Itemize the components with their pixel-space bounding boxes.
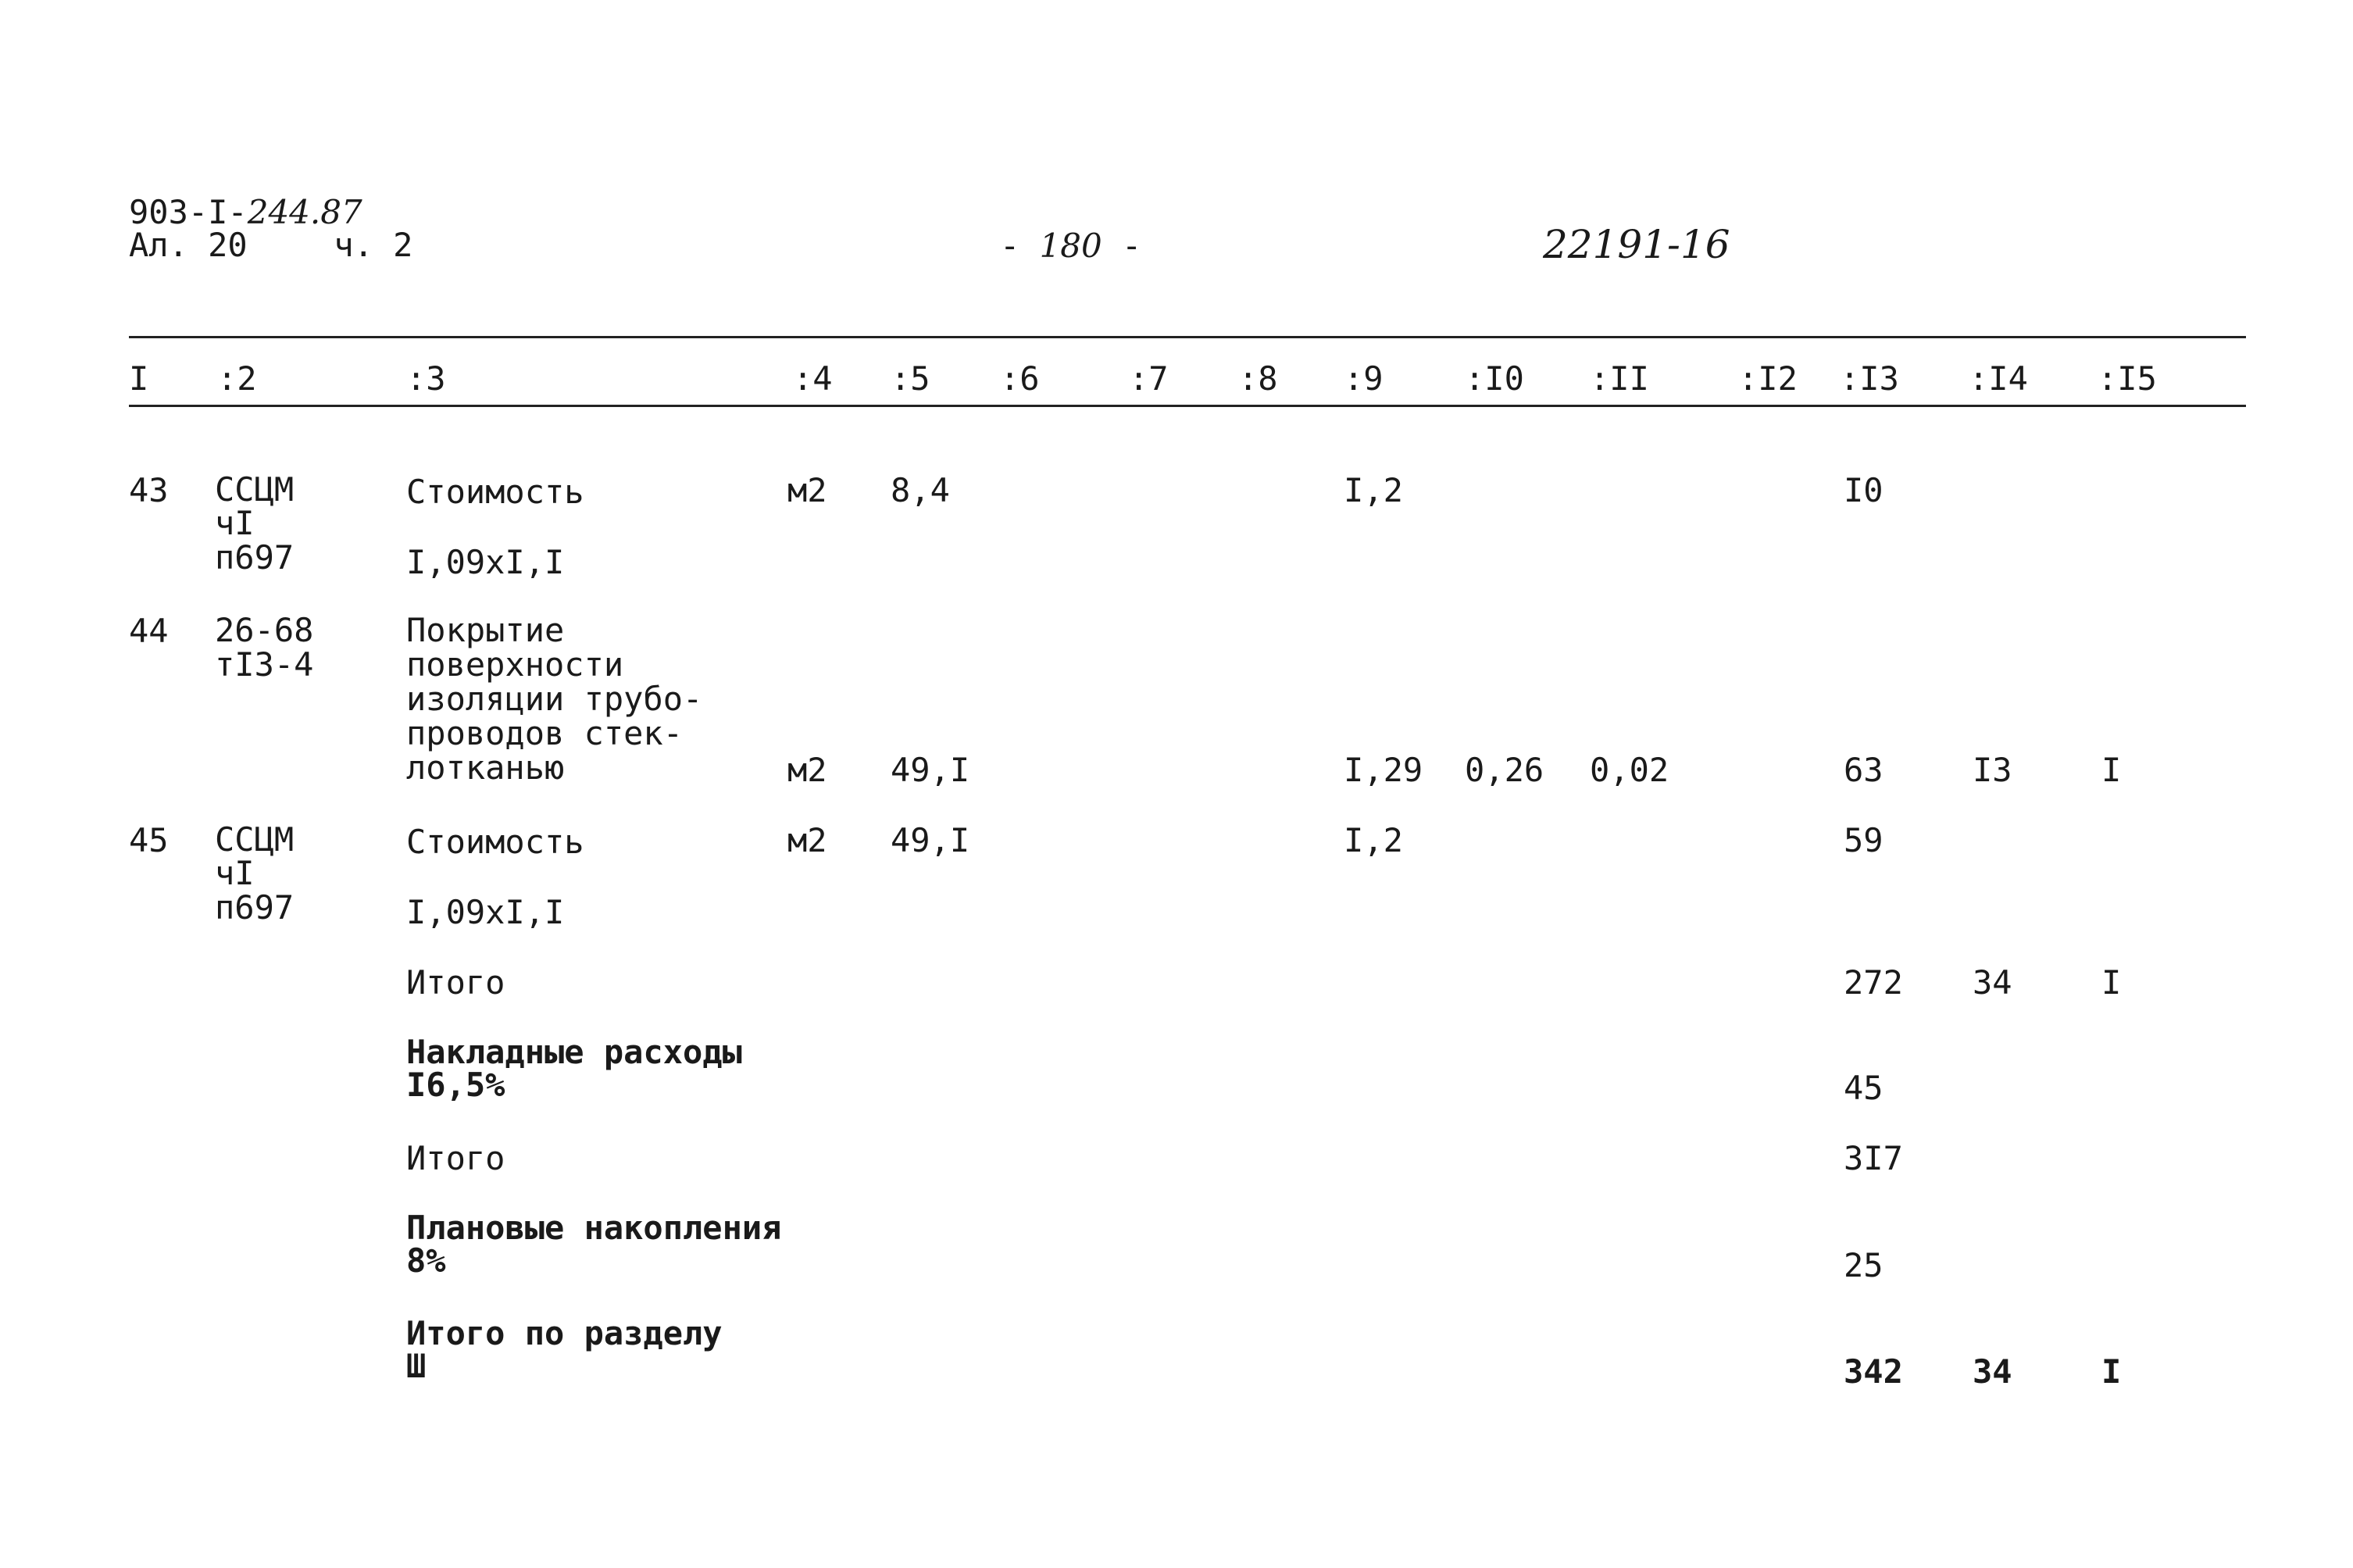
row-description-line3: изоляции трубо-	[406, 680, 703, 718]
total-col13: 3I7	[1844, 1139, 1903, 1177]
column-header-2: :2	[217, 359, 257, 398]
section-total-label: Итого по разделу	[406, 1314, 723, 1352]
total-label: Итого	[406, 1139, 505, 1177]
part-label: ч. 2	[334, 226, 413, 264]
total-col14: 34	[1973, 963, 2012, 1002]
table-top-rule	[129, 336, 2246, 338]
row-description-line2: поверхности	[406, 645, 624, 684]
section-total-roman: Ш	[406, 1347, 427, 1385]
column-header-1: I	[129, 359, 149, 398]
row-description-formula: I,09xI,I	[406, 543, 565, 581]
row-code-line1: ССЦМ	[215, 820, 295, 859]
page-number: - 180 -	[1000, 227, 1142, 265]
total-col15: I	[2101, 963, 2122, 1002]
column-header-5: :5	[891, 359, 930, 398]
row-unit: м2	[787, 821, 827, 859]
row-col11: 0,02	[1590, 751, 1669, 789]
column-header-15: :I5	[2098, 359, 2157, 398]
column-header-14: :I4	[1969, 359, 2028, 398]
row-col9: I,29	[1344, 751, 1423, 789]
row-code-line3: п697	[215, 538, 295, 577]
row-col9: I,2	[1344, 471, 1403, 509]
row-description-formula: I,09xI,I	[406, 893, 565, 931]
planned-label: Плановые накопления	[406, 1209, 782, 1247]
row-code-line2: чI	[215, 854, 255, 892]
row-quantity: 49,I	[891, 751, 970, 789]
table-header-rule	[129, 405, 2246, 407]
row-number: 43	[129, 471, 169, 509]
total-col13: 272	[1844, 963, 1903, 1002]
stamp-number: 22191-16	[1543, 222, 1730, 267]
page-number-handwritten: 180	[1039, 227, 1102, 265]
row-code-line2: чI	[215, 504, 255, 542]
row-col9: I,2	[1344, 821, 1403, 859]
column-header-8: :8	[1238, 359, 1278, 398]
column-header-7: :7	[1129, 359, 1169, 398]
column-header-11: :II	[1590, 359, 1649, 398]
album-part	[129, 228, 412, 263]
row-code-line2: тI3-4	[215, 645, 314, 684]
row-code-line1: 26-68	[215, 611, 314, 649]
overhead-rate: I6,5%	[406, 1066, 505, 1104]
row-description-line1: Покрытие	[406, 611, 565, 649]
row-col10: 0,26	[1465, 751, 1544, 789]
column-header-3: :3	[406, 359, 446, 398]
section-total-col15: I	[2101, 1352, 2122, 1391]
column-header-4: :4	[793, 359, 833, 398]
column-header-10: :I0	[1465, 359, 1524, 398]
total-label: Итого	[406, 963, 505, 1002]
document-code-handwritten: 244.87	[247, 193, 362, 231]
section-total-col14: 34	[1973, 1352, 2012, 1391]
album-label: Ал. 20	[129, 226, 248, 264]
row-col14: I3	[1973, 751, 2012, 789]
document-code: 903-I-244.87	[129, 193, 362, 231]
column-header-12: :I2	[1738, 359, 1798, 398]
row-col13: 63	[1844, 751, 1883, 789]
row-number: 45	[129, 821, 169, 859]
row-description: Стоимость	[406, 473, 584, 511]
row-quantity: 8,4	[891, 471, 950, 509]
planned-col13: 25	[1844, 1246, 1883, 1284]
row-col13: 59	[1844, 821, 1883, 859]
column-header-6: :6	[1000, 359, 1040, 398]
overhead-label: Накладные расходы	[406, 1033, 742, 1071]
planned-rate: 8%	[406, 1241, 446, 1280]
row-col15: I	[2101, 751, 2122, 789]
column-header-13: :I3	[1840, 359, 1899, 398]
row-description-line4: проводов стек-	[406, 714, 684, 752]
row-col13: I0	[1844, 471, 1883, 509]
row-unit: м2	[787, 751, 827, 789]
row-code-line1: ССЦМ	[215, 470, 295, 509]
section-total-col13: 342	[1844, 1352, 1903, 1391]
row-quantity: 49,I	[891, 821, 970, 859]
overhead-col13: 45	[1844, 1069, 1883, 1107]
column-header-9: :9	[1344, 359, 1384, 398]
row-number: 44	[129, 612, 169, 650]
row-code-line3: п697	[215, 888, 295, 927]
row-unit: м2	[787, 471, 827, 509]
row-description: Стоимость	[406, 823, 584, 861]
row-description-line5: лотканью	[406, 748, 565, 787]
